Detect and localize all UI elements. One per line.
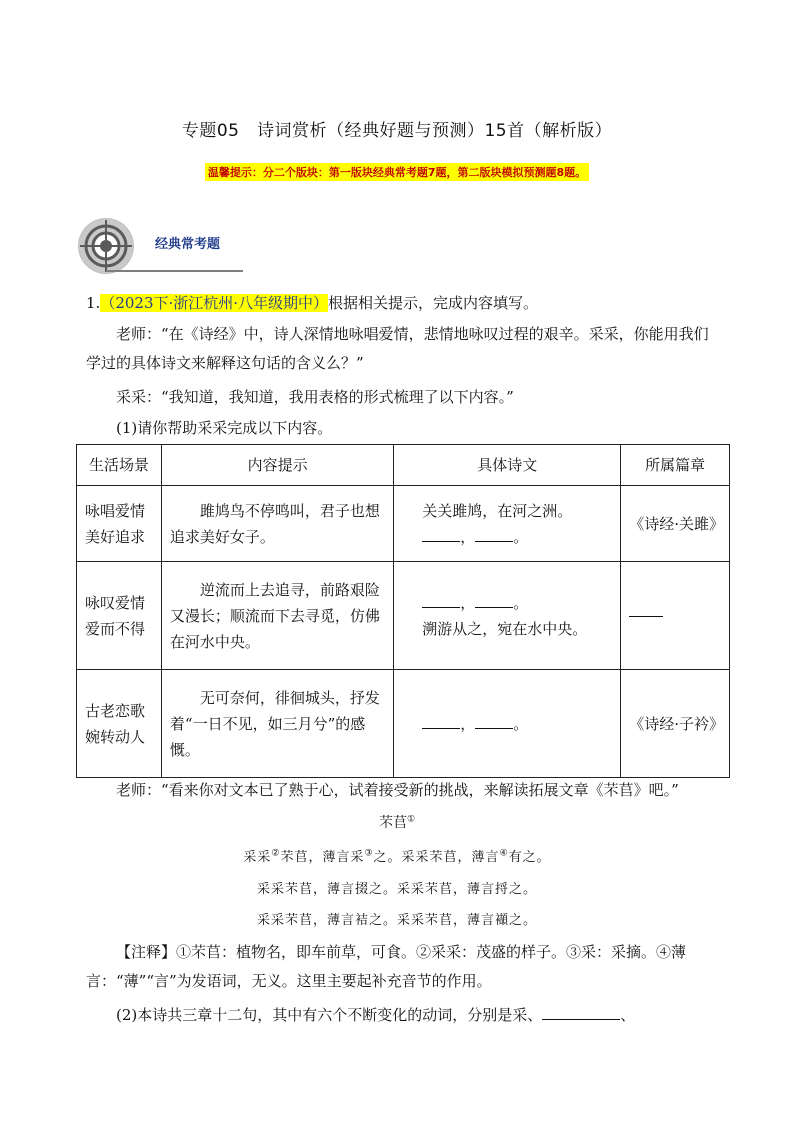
chapter-cell xyxy=(621,562,730,670)
fill-blank-line xyxy=(422,711,612,737)
poem-cell xyxy=(394,486,621,562)
answer-table xyxy=(76,444,730,778)
blank-separator: 、 xyxy=(620,1006,636,1024)
poem-text: 采采 xyxy=(243,850,272,865)
table-row xyxy=(77,670,730,778)
answer-blank[interactable] xyxy=(475,712,513,729)
footnote-mark: ① xyxy=(406,814,416,825)
chapter-cell: 《诗经·关雎》 xyxy=(621,486,730,562)
poem-cell xyxy=(394,670,621,778)
section-label: 经典常考题 xyxy=(155,237,221,252)
poem-line-1 xyxy=(0,846,794,865)
blank-separator: 。 xyxy=(513,714,529,733)
answer-blank[interactable] xyxy=(475,525,513,542)
tip-cell: 无可奈何，徘徊城头，抒发着“一日不见，如三月兮”的感慨。 xyxy=(161,670,393,778)
blank-separator: ， xyxy=(460,714,476,733)
question-source: （2023下·浙江杭州·八年级期中） xyxy=(100,294,329,312)
section-rule xyxy=(106,270,243,272)
table-header: 具体诗文 xyxy=(394,445,621,486)
poem-text: 芣苢，薄言采 xyxy=(280,850,365,865)
sub-question-2 xyxy=(86,1001,718,1030)
answer-blank[interactable] xyxy=(475,591,513,608)
footnote-mark: ③ xyxy=(364,848,374,859)
poem-title xyxy=(0,812,794,832)
student-line: 采采：“我知道，我知道，我用表格的形式梳理了以下内容。” xyxy=(116,388,514,406)
fill-blank-line xyxy=(422,590,612,616)
tip-banner: 温馨提示：分二个版块：第一版块经典常考题7题，第二版块模拟预测题8题。 xyxy=(205,163,589,181)
table-header-row xyxy=(77,445,730,486)
fill-blank-line xyxy=(422,524,612,550)
answer-blank[interactable] xyxy=(542,1003,620,1020)
page-title: 专题05 诗词赏析（经典好题与预测）15首（解析版） xyxy=(181,121,613,141)
footnote-mark: ② xyxy=(271,848,281,859)
poem-line-2: 采采芣苢，薄言掇之。采采芣苢，薄言捋之。 xyxy=(256,882,537,897)
table-header: 所属篇章 xyxy=(621,445,730,486)
table-header: 生活场景 xyxy=(77,445,162,486)
table-row xyxy=(77,562,730,670)
poem-notes: 【注释】①芣苢：植物名，即车前草，可食。②采采：茂盛的样子。③采：采摘。④薄言：“薄”“言”为发语词，无义。这里主要起补充音节的作用。 xyxy=(86,943,687,990)
question-number: 1. xyxy=(86,294,101,312)
poem-text: 有之。 xyxy=(508,850,551,865)
sub-question-2-text: (2)本诗共三章十二句，其中有六个不断变化的动词，分别是采、 xyxy=(116,1006,543,1024)
answer-blank[interactable] xyxy=(422,525,460,542)
answer-blank[interactable] xyxy=(422,712,460,729)
question-prompt: 根据相关提示，完成内容填写。 xyxy=(328,294,539,312)
answer-blank[interactable] xyxy=(422,591,460,608)
scene-cell: 咏唱爱情美好追求 xyxy=(77,486,162,562)
blank-separator: 。 xyxy=(513,593,529,612)
question-1-heading xyxy=(86,289,718,318)
poem-line: 关关雎鸠，在河之洲。 xyxy=(422,501,573,520)
target-icon xyxy=(78,218,134,274)
poem-line-3: 采采芣苢，薄言袺之。采采芣苢，薄言襭之。 xyxy=(256,913,537,928)
chapter-cell: 《诗经·子衿》 xyxy=(621,670,730,778)
sub-question-1: (1)请你帮助采采完成以下内容。 xyxy=(116,419,333,437)
tip-cell: 雎鸠鸟不停鸣叫，君子也想追求美好女子。 xyxy=(161,486,393,562)
teacher-line-2: 老师：“看来你对文本已了熟于心，试着接受新的挑战，来解读拓展文章《芣苢》吧。” xyxy=(116,781,679,799)
blank-separator: ， xyxy=(460,527,476,546)
poem-title-text: 芣苢 xyxy=(378,815,407,831)
poem-text: 之。采采芣苢，薄言 xyxy=(373,850,500,865)
scene-cell: 古老恋歌婉转动人 xyxy=(77,670,162,778)
table-row xyxy=(77,486,730,562)
poem-cell xyxy=(394,562,621,670)
tip-banner-wrap xyxy=(0,161,794,181)
blank-separator: 。 xyxy=(513,527,529,546)
section-header xyxy=(78,218,248,276)
blank-separator: ， xyxy=(460,593,476,612)
table-header: 内容提示 xyxy=(161,445,393,486)
tip-cell: 逆流而上去追寻，前路艰险又漫长；顺流而下去寻觅，仿佛在河水中央。 xyxy=(161,562,393,670)
poem-line: 溯游从之，宛在水中央。 xyxy=(422,619,588,638)
teacher-line-1: 老师：“在《诗经》中，诗人深情地咏唱爱情，悲情地咏叹过程的艰辛。采采，你能用我们学过的具体诗文来解释这句话的含义么？” xyxy=(86,325,709,372)
footnote-mark: ④ xyxy=(499,848,509,859)
scene-cell: 咏叹爱情爱而不得 xyxy=(77,562,162,670)
chapter-blank[interactable] xyxy=(629,616,663,617)
